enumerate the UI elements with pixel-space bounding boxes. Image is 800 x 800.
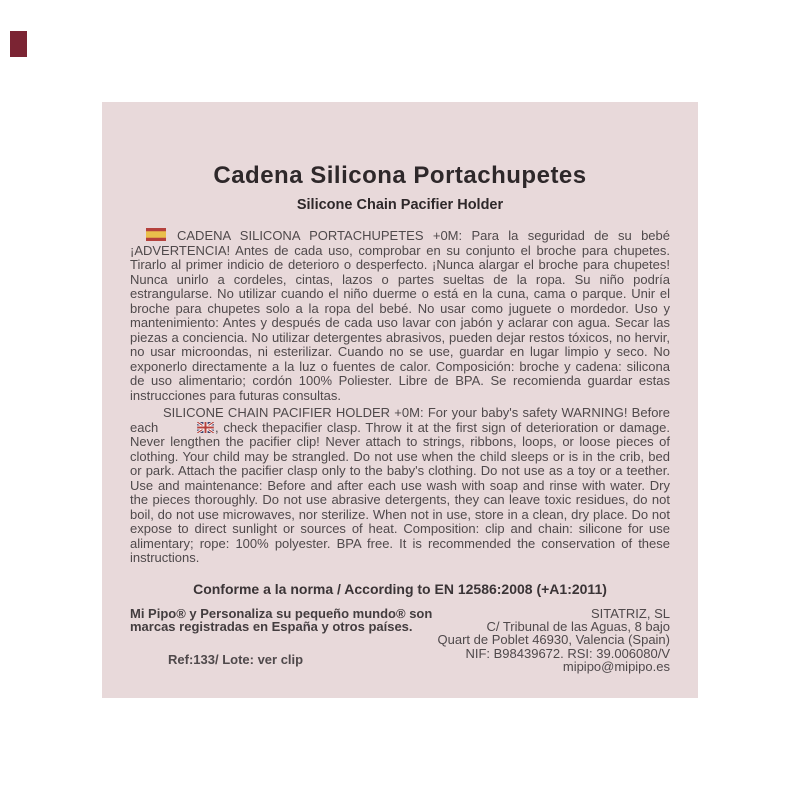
company-address-2: Quart de Poblet 46930, Valencia (Spain) <box>437 632 670 648</box>
english-paragraph <box>130 406 670 566</box>
trademark-block <box>130 607 432 674</box>
corner-mark <box>10 31 27 57</box>
compliance-statement: Conforme a la norma / According to EN 12586:2008 (+A1:2011) <box>193 580 607 597</box>
ref-lot-line: Ref:133/ Lote: ver clip <box>168 652 304 668</box>
spanish-paragraph-text: CADENA SILICONA PORTACHUPETES +0M: Para la seguridad de su bebé ¡ADVERTENCIA! Antes de cada uso, comprobar en su conjunto el broche para chupetes. Tirarlo al primer indicio de deterioro o desperfecto. ¡Nunca alargar el broche para chupetes! Nunca unirlo a cordeles, cintas, lazos o partes sueltas de la ropa. Su niño podría estrangularse. No utilizar cuando el niño duerme o está en la cuna, cama o parque. Unir el broche para chupetes solo a la ropa del bebé. No usar como juguete o mordedor. Uso y mantenimiento: Antes y después de cada uso lavar con jabón y aclarar con agua. Secar las piezas a conciencia. No utilizar detergentes abrasivos, pueden dejar restos tóxicos, no hervir, no usar microondas, ni esterilizar. Cuando no se use, guardar en lugar limpio y seco. No exponerlo directamente a la luz o fuentes de calor. Composición: broche y cadena: silicona de uso alimentario; cordón 100% Poliester. Libre de BPA. Se recomienda guardar estas instrucciones para futuras consultas. <box>130 228 670 403</box>
company-ids: NIF: B98439672. RSI: 39.006080/V <box>465 645 670 661</box>
company-block <box>438 607 670 674</box>
company-name: SITATRIZ, SL <box>591 605 670 621</box>
company-address-1: C/ Tribunal de las Aguas, 8 bajo <box>486 618 670 634</box>
english-paragraph-text-2: , check thepacifier clasp. Throw it at the first sign of deterioration or damage. Never lengthen the pacifier clip! Never attach to strings, ribbons, loops, or loose pieces of clothing. Your child may be strangled. Do not use when the child sleeps or is in the crib, bed or park. Attach the pacifier clasp only to the baby's clothing. Do not use as a toy or a teether. Use and maintenance: Before and after each use wash with soap and rinse with water. Dry the pieces thoroughly. Do not use abrasive detergents, they can leave toxic residues, do not boil, do not use microwaves, nor sterilize. When not in use, store in a clean, dry place. Do not expose to direct sunlight or sources of heat. Composition: clip and chain: silicone for use alimentary; rope: 100% polyester. BPA free. It is recommended the conservation of these instructions. <box>130 419 670 565</box>
company-email: mipipo@mipipo.es <box>562 659 670 675</box>
trademark-line-2: marcas registradas en España y otros países. <box>130 618 413 634</box>
english-paragraph-text-1: SILICONE CHAIN PACIFIER HOLDER +0M: For your baby's safety WARNING! Before each <box>130 405 670 435</box>
footer-columns <box>130 607 670 674</box>
page-subtitle: Silicone Chain Pacifier Holder <box>296 197 504 213</box>
instructions-body <box>130 228 670 566</box>
spanish-paragraph <box>130 228 670 403</box>
page-title: Cadena Silicona Portachupetes <box>213 162 587 189</box>
uk-flag-icon <box>164 422 214 433</box>
trademark-line-1: Mi Pipo® y Personaliza su pequeño mundo® son <box>130 605 433 621</box>
spain-flag-icon <box>138 228 166 241</box>
label-panel <box>102 102 698 698</box>
